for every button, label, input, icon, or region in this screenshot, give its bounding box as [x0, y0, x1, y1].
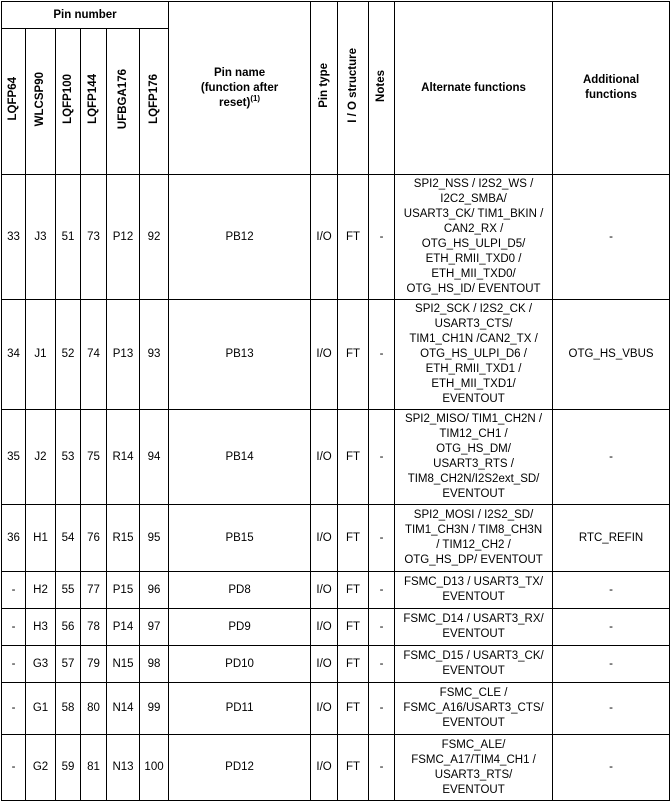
- table-row: [2, 175, 670, 300]
- cell-additional-functions: -: [553, 609, 670, 646]
- cell-lqfp64: 35: [2, 410, 26, 505]
- alternate-function-line: FSMC_ALE/: [441, 738, 506, 751]
- cell-lqfp176: 99: [140, 683, 169, 735]
- cell-notes: -: [369, 505, 395, 572]
- cell-wlcsp90: J3: [26, 175, 56, 300]
- pinout-table: [1, 1, 670, 801]
- cell-lqfp64: 33: [2, 175, 26, 300]
- cell-type: I/O: [311, 683, 338, 735]
- alternate-function-line: FSMC_A17/TIM4_CH1 /: [411, 753, 536, 766]
- cell-lqfp64: -: [2, 609, 26, 646]
- cell-notes: -: [369, 572, 395, 609]
- cell-io: FT: [338, 572, 369, 609]
- alternate-function-line: USART3_CTS/: [434, 318, 513, 330]
- cell-notes: -: [369, 609, 395, 646]
- cell-name: PD8: [169, 572, 311, 609]
- cell-lqfp64: 34: [2, 300, 26, 410]
- cell-ufbga176: N15: [107, 646, 140, 683]
- cell-lqfp144: 80: [81, 683, 107, 735]
- alternate-function-line: CAN2_RX /: [443, 223, 504, 235]
- cell-wlcsp90: H2: [26, 572, 56, 609]
- cell-ufbga176: P15: [107, 572, 140, 609]
- cell-type: I/O: [311, 572, 338, 609]
- cell-additional-functions: -: [553, 410, 670, 505]
- alternate-function-line: ETH_MII_TXD0/: [431, 268, 516, 280]
- cell-type: I/O: [311, 300, 338, 410]
- cell-lqfp100: 51: [56, 175, 81, 300]
- alternate-function-line: TIM1_CH3N / TIM8_CH3N: [404, 524, 543, 536]
- package-header-lqfp176: LQFP176: [140, 29, 169, 175]
- cell-lqfp64: -: [2, 646, 26, 683]
- cell-io: FT: [338, 735, 369, 801]
- pin-name-header: Pin name (function after reset)$^{(1)}$: [169, 2, 311, 175]
- table-row: [2, 410, 670, 505]
- cell-name: PD9: [169, 609, 311, 646]
- alternate-function-line: EVENTOUT: [442, 393, 505, 405]
- cell-lqfp64: -: [2, 572, 26, 609]
- cell-ufbga176: P14: [107, 609, 140, 646]
- alternate-function-line: FSMC_D13 / USART3_TX/: [403, 576, 544, 588]
- cell-type: I/O: [311, 646, 338, 683]
- alternate-function-line: USART3_CK/ TIM1_BKIN /: [403, 208, 544, 220]
- cell-wlcsp90: G2: [26, 735, 56, 801]
- cell-wlcsp90: H1: [26, 505, 56, 572]
- alternate-functions-header: Alternate functions: [395, 2, 553, 175]
- cell-io: FT: [338, 646, 369, 683]
- additional-functions-header: Additional functions: [553, 2, 670, 175]
- cell-lqfp176: 93: [140, 300, 169, 410]
- cell-lqfp144: 79: [81, 646, 107, 683]
- cell-additional-functions: -: [553, 175, 670, 300]
- cell-wlcsp90: H3: [26, 609, 56, 646]
- cell-io: FT: [338, 300, 369, 410]
- alternate-function-line: FSMC_CLE /: [439, 687, 508, 699]
- cell-wlcsp90: J2: [26, 410, 56, 505]
- cell-lqfp176: 96: [140, 572, 169, 609]
- alternate-function-line: TIM1_CH1N /CAN2_TX /: [409, 333, 538, 345]
- cell-lqfp176: 92: [140, 175, 169, 300]
- cell-lqfp144: 76: [81, 505, 107, 572]
- alternate-function-line: SPI2_SCK / I2S2_CK /: [415, 303, 533, 315]
- cell-additional-functions: -: [553, 572, 670, 609]
- cell-lqfp64: -: [2, 735, 26, 801]
- alternate-function-line: ETH_RMII_TXD1 /: [425, 363, 522, 375]
- alternate-function-line: FSMC_A16/USART3_CTS/: [403, 702, 544, 714]
- cell-lqfp144: 78: [81, 609, 107, 646]
- cell-additional-functions: RTC_REFIN: [553, 505, 670, 572]
- io-structure-header: I / O structure: [338, 2, 369, 175]
- cell-additional-functions: -: [553, 735, 670, 801]
- cell-type: I/O: [311, 609, 338, 646]
- cell-lqfp100: 59: [56, 735, 81, 801]
- alternate-function-line: EVENTOUT: [442, 783, 505, 796]
- cell-io: FT: [338, 683, 369, 735]
- cell-lqfp176: 100: [140, 735, 169, 801]
- cell-lqfp176: 94: [140, 410, 169, 505]
- cell-name: PB13: [169, 300, 311, 410]
- cell-ufbga176: P13: [107, 300, 140, 410]
- cell-lqfp100: 58: [56, 683, 81, 735]
- cell-lqfp100: 56: [56, 609, 81, 646]
- alternate-function-line: TIM12_CH1 /: [439, 428, 508, 440]
- cell-name: PB14: [169, 410, 311, 505]
- cell-additional-functions: -: [553, 646, 670, 683]
- cell-lqfp144: 81: [81, 735, 107, 801]
- cell-name: PB12: [169, 175, 311, 300]
- cell-notes: -: [369, 300, 395, 410]
- table-row: [2, 300, 670, 410]
- cell-notes: -: [369, 175, 395, 300]
- alternate-function-line: TIM8_CH2N/I2S2ext_SD/: [407, 473, 540, 485]
- cell-ufbga176: R15: [107, 505, 140, 572]
- cell-lqfp100: 54: [56, 505, 81, 572]
- cell-alternate-functions: [395, 609, 553, 646]
- table-row: [2, 609, 670, 646]
- cell-ufbga176: R14: [107, 410, 140, 505]
- cell-name: PB15: [169, 505, 311, 572]
- alternate-function-line: FSMC_D15 / USART3_CK/: [403, 650, 544, 662]
- cell-alternate-functions: [395, 735, 553, 801]
- cell-lqfp144: 73: [81, 175, 107, 300]
- cell-lqfp100: 57: [56, 646, 81, 683]
- cell-wlcsp90: J1: [26, 300, 56, 410]
- alternate-function-line: OTG_HS_DP/ EVENTOUT: [404, 554, 543, 566]
- cell-name: PD11: [169, 683, 311, 735]
- notes-header: Notes: [369, 2, 395, 175]
- package-header-lqfp144: LQFP144: [81, 29, 107, 175]
- cell-name: PD12: [169, 735, 311, 801]
- cell-ufbga176: N13: [107, 735, 140, 801]
- cell-notes: -: [369, 683, 395, 735]
- cell-wlcsp90: G1: [26, 683, 56, 735]
- alternate-function-line: OTG_HS_ULPI_D6 /: [420, 348, 527, 360]
- alternate-function-line: I2C2_SMBA/: [440, 193, 507, 205]
- pin-type-header: Pin type: [311, 2, 338, 175]
- alternate-function-line: / TIM12_CH2 /: [436, 539, 511, 551]
- alternate-function-line: OTG_HS_ID/ EVENTOUT: [406, 283, 541, 295]
- cell-lqfp176: 98: [140, 646, 169, 683]
- alternate-function-line: SPI2_MISO/ TIM1_CH2N /: [404, 413, 543, 425]
- alternate-function-line: EVENTOUT: [442, 591, 505, 603]
- cell-alternate-functions: [395, 505, 553, 572]
- alternate-function-line: OTG_HS_DM/: [436, 443, 511, 455]
- cell-additional-functions: -: [553, 683, 670, 735]
- cell-alternate-functions: [395, 300, 553, 410]
- cell-lqfp176: 97: [140, 609, 169, 646]
- cell-type: I/O: [311, 175, 338, 300]
- cell-lqfp144: 77: [81, 572, 107, 609]
- cell-lqfp144: 75: [81, 410, 107, 505]
- cell-io: FT: [338, 505, 369, 572]
- cell-wlcsp90: G3: [26, 646, 56, 683]
- alternate-function-line: OTG_HS_ULPI_D5/: [421, 238, 526, 250]
- package-header-ufbga176: UFBGA176: [107, 29, 140, 175]
- cell-lqfp100: 55: [56, 572, 81, 609]
- cell-alternate-functions: [395, 410, 553, 505]
- cell-type: I/O: [311, 410, 338, 505]
- alternate-function-line: EVENTOUT: [442, 717, 505, 729]
- cell-alternate-functions: [395, 572, 553, 609]
- cell-additional-functions: OTG_HS_VBUS: [553, 300, 670, 410]
- alternate-function-line: EVENTOUT: [442, 665, 505, 677]
- table-row: [2, 572, 670, 609]
- cell-type: I/O: [311, 735, 338, 801]
- pin-number-header: Pin number: [2, 2, 169, 29]
- alternate-function-line: USART3_RTS /: [433, 458, 514, 470]
- cell-type: I/O: [311, 505, 338, 572]
- cell-io: FT: [338, 410, 369, 505]
- cell-io: FT: [338, 609, 369, 646]
- cell-notes: -: [369, 410, 395, 505]
- cell-lqfp64: 36: [2, 505, 26, 572]
- cell-alternate-functions: [395, 683, 553, 735]
- alternate-function-line: SPI2_NSS / I2S2_WS /: [413, 178, 534, 190]
- cell-lqfp100: 53: [56, 410, 81, 505]
- cell-alternate-functions: [395, 175, 553, 300]
- cell-lqfp176: 95: [140, 505, 169, 572]
- package-header-lqfp64: LQFP64: [2, 29, 26, 175]
- alternate-function-line: ETH_RMII_TXD0 /: [425, 253, 522, 265]
- table-row: [2, 505, 670, 572]
- alternate-function-line: SPI2_MOSI / I2S2_SD/: [413, 509, 534, 521]
- alternate-function-line: EVENTOUT: [442, 628, 505, 640]
- cell-ufbga176: P12: [107, 175, 140, 300]
- alternate-function-line: EVENTOUT: [442, 488, 505, 500]
- cell-lqfp100: 52: [56, 300, 81, 410]
- cell-name: PD10: [169, 646, 311, 683]
- table-row: [2, 646, 670, 683]
- cell-lqfp144: 74: [81, 300, 107, 410]
- alternate-function-line: FSMC_D14 / USART3_RX/: [403, 613, 544, 625]
- package-header-lqfp100: LQFP100: [56, 29, 81, 175]
- cell-ufbga176: N14: [107, 683, 140, 735]
- table-row: [2, 683, 670, 735]
- cell-io: FT: [338, 175, 369, 300]
- cell-notes: -: [369, 646, 395, 683]
- alternate-function-line: ETH_MII_TXD1/: [431, 378, 516, 390]
- table-row: [2, 735, 670, 801]
- alternate-function-line: USART3_RTS/: [434, 768, 513, 781]
- cell-alternate-functions: [395, 646, 553, 683]
- cell-lqfp64: -: [2, 683, 26, 735]
- cell-notes: -: [369, 735, 395, 801]
- package-header-wlcsp90: WLCSP90: [26, 29, 56, 175]
